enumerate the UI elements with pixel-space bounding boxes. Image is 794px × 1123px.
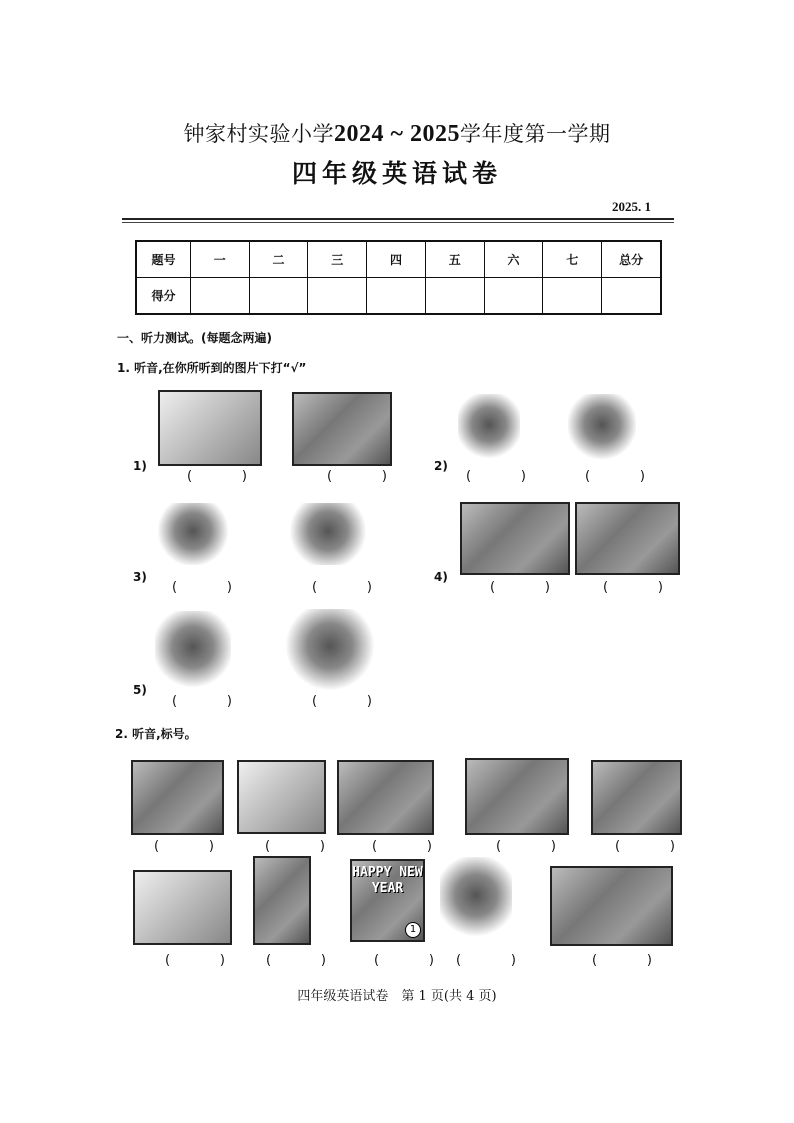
exam-title: 四年级英语试卷 — [291, 159, 502, 188]
paren-close: ) — [381, 469, 387, 484]
paren-close: ) — [226, 694, 232, 709]
paren-close: ) — [520, 469, 526, 484]
score-cell[interactable] — [249, 278, 308, 315]
score-table — [135, 240, 662, 315]
answer-blank[interactable] — [266, 953, 326, 968]
paren-open: ( — [172, 580, 178, 595]
example-number: 1 — [405, 922, 421, 938]
new-year-text: HAPPY NEW YEAR — [352, 865, 423, 896]
paren-close: ) — [366, 694, 372, 709]
paren-close: ) — [226, 580, 232, 595]
score-table-header-row — [136, 241, 661, 278]
paren-open: ( — [603, 580, 609, 595]
score-cell[interactable] — [190, 278, 249, 315]
paren-close: ) — [657, 580, 663, 595]
score-cell[interactable] — [425, 278, 484, 315]
paren-open: ( — [585, 469, 591, 484]
score-cell[interactable] — [308, 278, 367, 315]
cat-picture — [568, 394, 636, 462]
answer-blank[interactable] — [165, 953, 225, 968]
picture — [292, 392, 392, 466]
answer-blank[interactable] — [585, 469, 645, 484]
sweater-picture — [285, 503, 371, 565]
q2-instruction: 2. 听音,标号。 — [115, 727, 197, 741]
answer-blank[interactable] — [615, 839, 675, 854]
paren-close: ) — [366, 580, 372, 595]
paren-close: ) — [550, 839, 556, 854]
jacket-picture — [155, 503, 231, 565]
picture — [591, 760, 682, 835]
score-table-score-row — [136, 278, 661, 315]
new-year-picture — [350, 859, 425, 942]
answer-blank[interactable] — [372, 839, 432, 854]
tiger-football-picture — [155, 611, 231, 691]
item-number: 1) — [133, 459, 147, 473]
paren-open: ( — [172, 694, 178, 709]
item-number: 4) — [434, 570, 448, 584]
picture — [465, 758, 569, 835]
paren-open: ( — [466, 469, 472, 484]
score-cell[interactable] — [367, 278, 426, 315]
answer-blank[interactable] — [496, 839, 556, 854]
answer-blank[interactable] — [466, 469, 526, 484]
paren-open: ( — [265, 839, 271, 854]
answer-blank[interactable] — [265, 839, 325, 854]
paren-open: ( — [327, 469, 333, 484]
picture — [550, 866, 673, 946]
score-cell[interactable] — [543, 278, 602, 315]
answer-blank[interactable] — [312, 580, 372, 595]
school-years: 2024 ~ 2025 — [334, 121, 460, 147]
picture — [337, 760, 434, 835]
cell: 七 — [543, 241, 602, 278]
school-name: 钟家村实验小学 — [183, 122, 334, 146]
answer-blank[interactable] — [172, 694, 232, 709]
item-number: 3) — [133, 570, 147, 584]
picture — [237, 760, 326, 834]
paren-close: ) — [219, 953, 225, 968]
paren-close: ) — [669, 839, 675, 854]
q1-instruction: 1. 听音,在你所听到的图片下打“√” — [117, 361, 307, 375]
answer-blank[interactable] — [603, 580, 663, 595]
paren-close: ) — [319, 839, 325, 854]
rabbit-picture — [458, 394, 520, 462]
paren-close: ) — [646, 953, 652, 968]
cell: 三 — [308, 241, 367, 278]
paren-open: ( — [372, 839, 378, 854]
divider — [122, 218, 674, 220]
answer-blank[interactable] — [154, 839, 214, 854]
answer-blank[interactable] — [312, 694, 372, 709]
paren-open: ( — [456, 953, 462, 968]
answer-blank[interactable] — [456, 953, 516, 968]
answer-blank[interactable] — [172, 580, 232, 595]
paren-open: ( — [312, 694, 318, 709]
picture — [460, 502, 570, 575]
paren-open: ( — [266, 953, 272, 968]
paren-close: ) — [428, 953, 434, 968]
page-footer: 四年级英语试卷 第 1 页(共 4 页) — [297, 989, 497, 1004]
paren-open: ( — [187, 469, 193, 484]
paren-open: ( — [374, 953, 380, 968]
paren-open: ( — [490, 580, 496, 595]
cell: 五 — [425, 241, 484, 278]
cell: 题号 — [136, 241, 190, 278]
cell: 六 — [484, 241, 543, 278]
paren-open: ( — [154, 839, 160, 854]
score-cell[interactable] — [484, 278, 543, 315]
picture — [158, 390, 262, 466]
exam-date: 2025. 1 — [612, 199, 651, 214]
cell: 得分 — [136, 278, 190, 315]
paren-close: ) — [241, 469, 247, 484]
tiger-badminton-picture — [285, 609, 375, 691]
answer-blank[interactable] — [592, 953, 652, 968]
tiger-picture — [440, 857, 512, 942]
cell: 四 — [367, 241, 426, 278]
paren-close: ) — [544, 580, 550, 595]
paren-close: ) — [208, 839, 214, 854]
cell: 总分 — [602, 241, 661, 278]
score-cell[interactable] — [602, 278, 661, 315]
paren-open: ( — [165, 953, 171, 968]
paren-close: ) — [639, 469, 645, 484]
paren-close: ) — [510, 953, 516, 968]
answer-blank[interactable] — [374, 953, 434, 968]
school-title — [0, 118, 794, 148]
paren-close: ) — [426, 839, 432, 854]
gift-picture — [133, 870, 232, 945]
item-number: 2) — [434, 459, 448, 473]
picture — [575, 502, 680, 575]
paren-open: ( — [615, 839, 621, 854]
cell: 二 — [249, 241, 308, 278]
section1-heading: 一、听力测试。(每题念两遍) — [117, 331, 272, 345]
answer-blank[interactable] — [327, 469, 387, 484]
paren-open: ( — [496, 839, 502, 854]
answer-blank[interactable] — [490, 580, 550, 595]
picture — [253, 856, 311, 945]
paren-open: ( — [592, 953, 598, 968]
divider — [122, 222, 674, 223]
school-term: 学年度第一学期 — [459, 122, 611, 146]
cell: 一 — [190, 241, 249, 278]
item-number: 5) — [133, 683, 147, 697]
picture — [131, 760, 224, 835]
paren-close: ) — [320, 953, 326, 968]
answer-blank[interactable] — [187, 469, 247, 484]
paren-open: ( — [312, 580, 318, 595]
